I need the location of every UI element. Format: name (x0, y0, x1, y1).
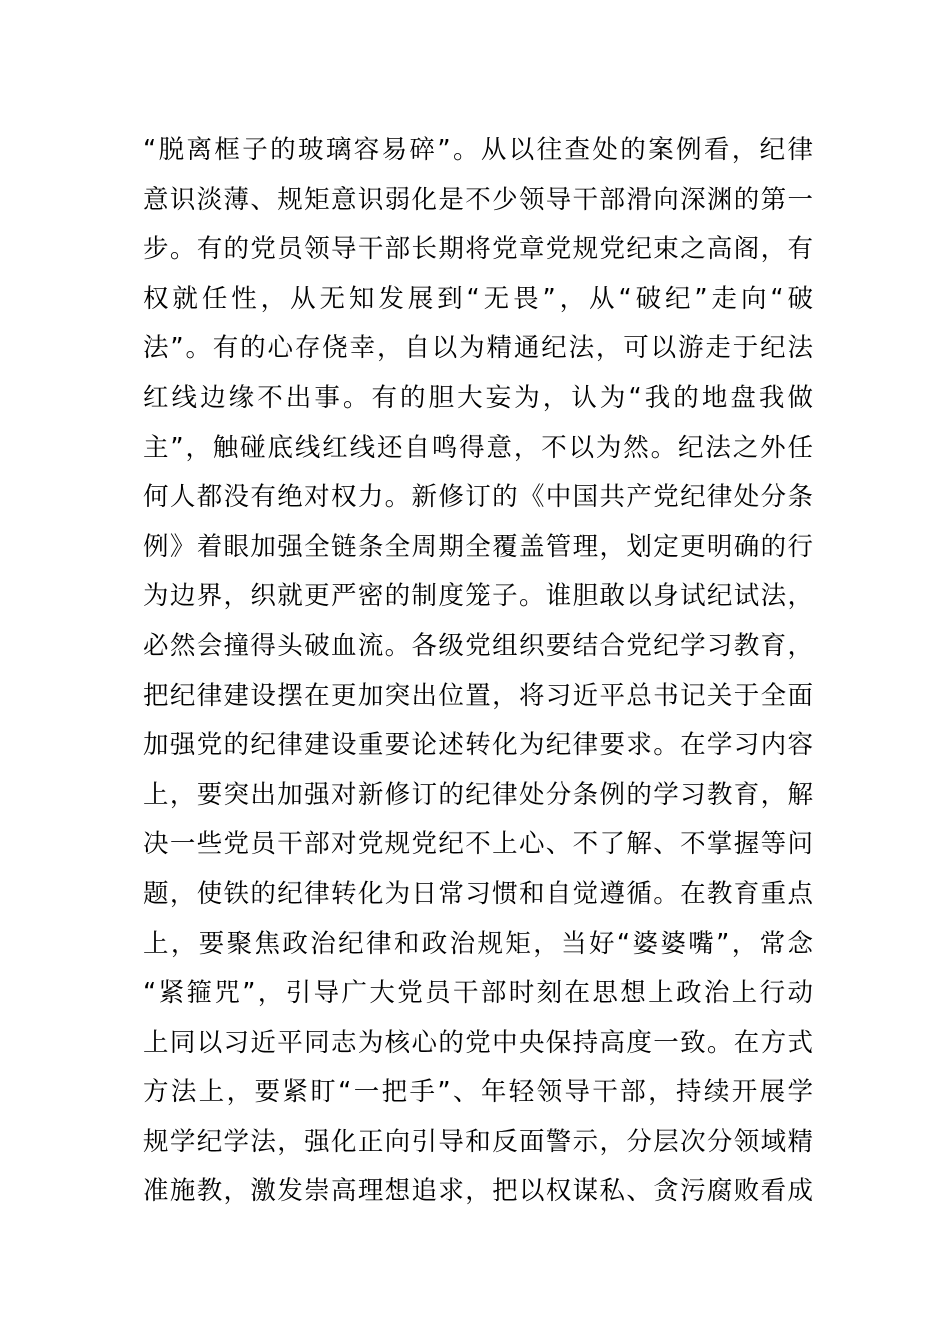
body-paragraph (143, 126, 813, 1217)
text-line: 法”。有的心存侥幸，自以为精通纪法，可以游走于纪法 (143, 333, 813, 364)
text-line: 方法上，要紧盯“一把手”、年轻领导干部，持续开展学 (143, 1077, 813, 1108)
text-line: 规学纪学法，强化正向引导和反面警示，分层次分领域精 (143, 1126, 813, 1157)
text-line: 上，要突出加强对新修订的纪律处分条例的学习教育，解 (143, 779, 813, 810)
text-line: 准施教，激发崇高理想追求，把以权谋私、贪污腐败看成 (143, 1176, 813, 1207)
text-line: 为边界，织就更严密的制度笼子。谁胆敢以身试纪试法， (143, 581, 813, 612)
text-line: 题，使铁的纪律转化为日常习惯和自觉遵循。在教育重点 (143, 878, 813, 909)
text-line: 上，要聚焦政治纪律和政治规矩，当好“婆婆嘴”，常念 (143, 928, 813, 959)
text-line: 红线边缘不出事。有的胆大妄为，认为“我的地盘我做 (143, 382, 813, 413)
text-line: 何人都没有绝对权力。新修订的《中国共产党纪律处分条 (143, 482, 813, 513)
text-line: 上同以习近平同志为核心的党中央保持高度一致。在方式 (143, 1027, 813, 1058)
text-line: 加强党的纪律建设重要论述转化为纪律要求。在学习内容 (143, 730, 813, 761)
text-line: “脱离框子的玻璃容易碎”。从以往查处的案例看，纪律 (143, 135, 813, 165)
text-line: 步。有的党员领导干部长期将党章党规党纪束之高阁，有 (143, 234, 813, 265)
text-line: 例》着眼加强全链条全周期全覆盖管理，划定更明确的行 (143, 531, 813, 562)
text-line: 主”，触碰底线红线还自鸣得意，不以为然。纪法之外任 (143, 432, 813, 463)
text-line: 决一些党员干部对党规党纪不上心、不了解、不掌握等问 (143, 829, 813, 860)
text-line: 必然会撞得头破血流。各级党组织要结合党纪学习教育， (143, 630, 813, 661)
text-line: “紧箍咒”，引导广大党员干部时刻在思想上政治上行动 (143, 978, 813, 1009)
text-line: 把纪律建设摆在更加突出位置，将习近平总书记关于全面 (143, 680, 813, 711)
text-line: 意识淡薄、规矩意识弱化是不少领导干部滑向深渊的第一 (143, 184, 813, 215)
text-line: 权就任性，从无知发展到“无畏”，从“破纪”走向“破 (143, 283, 813, 314)
